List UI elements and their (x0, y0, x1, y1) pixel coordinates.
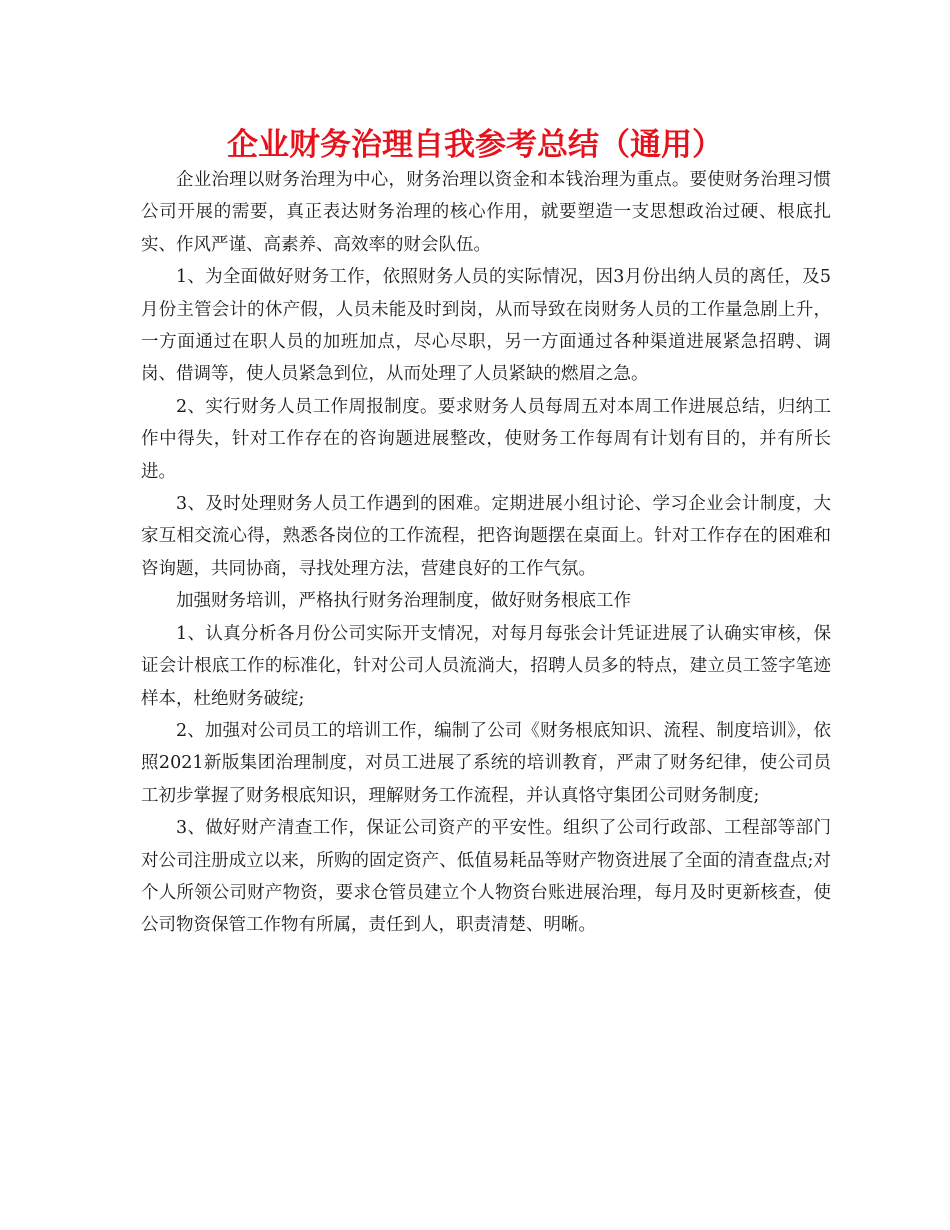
paragraph-intro: 企业治理以财务治理为中心，财务治理以资金和本钱治理为重点。要使财务治理习惯公司开展的需要，真正表达财务治理的核心作用，就要塑造一支思想政治过硬、根底扎实、作风严谨、高素养、高效率的财会队伍。 (141, 170, 831, 255)
document-body (141, 164, 831, 942)
paragraph-section-item-3: 3、做好财产清查工作，保证公司资产的平安性。组织了公司行政部、工程部等部门对公司注册成立以来，所购的固定资产、低值易耗品等财产物资进展了全面的清查盘点;对个人所领公司财产物资，要求仓管员建立个人物资台账进展治理，每月及时更新核查，使公司物资保管工作物有所属，责任到人，职责清楚、明晰。 (141, 818, 831, 936)
paragraph-item-3: 3、及时处理财务人员工作遇到的困难。定期进展小组讨论、学习企业会计制度，大家互相交流心得，熟悉各岗位的工作流程，把咨询题摆在桌面上。针对工作存在的困难和咨询题，共同协商，寻找处理方法，营建良好的工作气氛。 (141, 494, 831, 579)
section-heading: 加强财务培训，严格执行财务治理制度，做好财务根底工作 (176, 591, 631, 612)
paragraph-section-item-1: 1、认真分析各月份公司实际开支情况，对每月每张会计凭证进展了认确实审核，保证会计根底工作的标准化，针对公司人员流淌大，招聘人员多的特点，建立员工签字笔迹样本，杜绝财务破绽; (141, 623, 831, 709)
document-title: 企业财务治理自我参考总结（通用） (227, 127, 723, 163)
paragraph-item-1: 1、为全面做好财务工作，依照财务人员的实际情况，因3月份出纳人员的离任，及5月份主管会计的休产假，人员未能及时到岗，从而导致在岗财务人员的工作量急剧上升，一方面通过在职人员的加班加点，尽心尽职，另一方面通过各种渠道进展紧急招聘、调岗、借调等，使人员紧急到位，从而处理了人员紧缺的燃眉之急。 (141, 267, 831, 385)
paragraph-section-item-2: 2、加强对公司员工的培训工作，编制了公司《财务根底知识、流程、制度培训》，依照2021新版集团治理制度，对员工进展了系统的培训教育，严肃了财务纪律，使公司员工初步掌握了财务根底知识，理解财务工作流程，并认真恪守集团公司财务制度; (141, 720, 831, 806)
paragraph-item-2: 2、实行财务人员工作周报制度。要求财务人员每周五对本周工作进展总结，归纳工作中得失，针对工作存在的咨询题进展整改，使财务工作每周有计划有目的，并有所长进。 (141, 396, 831, 482)
